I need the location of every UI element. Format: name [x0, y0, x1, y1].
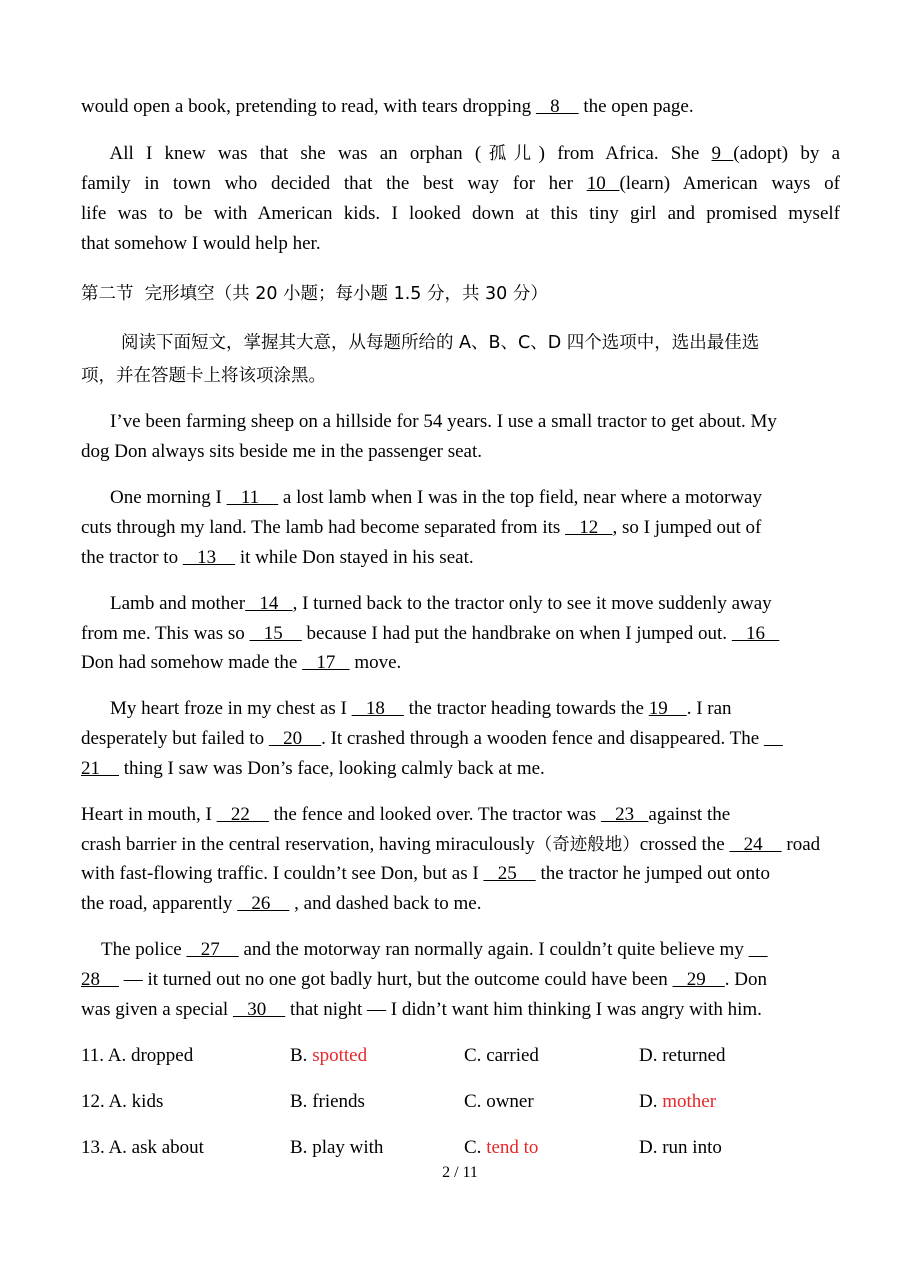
blank-16: 16 [731, 623, 780, 644]
text: . It crashed through a wooden fence and disappeared. The [321, 728, 764, 749]
option-b [290, 1090, 365, 1114]
text: it while Don stayed in his seat. [235, 547, 474, 568]
text: crash barrier in the central reservation, having miraculously [81, 834, 535, 855]
option-a: 11. A. dropped [81, 1045, 194, 1066]
cloze-line [81, 516, 761, 540]
option-c [464, 1136, 538, 1160]
text: The police [101, 939, 187, 960]
option-text: run into [662, 1137, 722, 1158]
cloze-line [81, 998, 762, 1022]
cjk-gloss: 孤儿 [481, 144, 539, 164]
option-text: owner [486, 1091, 534, 1112]
blank-28-start [749, 939, 768, 960]
text: the tractor heading towards the [403, 698, 649, 719]
option-a: 12. A. kids [81, 1091, 164, 1112]
blank-29: 29 [672, 969, 725, 990]
option-letter: C. [464, 1091, 487, 1112]
option-text: friends [312, 1091, 365, 1112]
blank-13: 13 [182, 547, 236, 568]
text: the open page. [578, 96, 694, 117]
blank-28: 28 [81, 969, 119, 990]
option-letter: D. [639, 1045, 663, 1066]
passage-line [81, 142, 840, 166]
cloze-line [110, 697, 732, 721]
option-letter: D. [639, 1137, 663, 1158]
text: move. [349, 652, 402, 673]
text: crossed the [639, 834, 730, 855]
cloze-line [81, 833, 820, 857]
blank-17: 17 [302, 652, 350, 673]
option-letter: B. [290, 1091, 313, 1112]
text: One morning I [110, 487, 227, 508]
correct-answer: tend to [486, 1137, 539, 1158]
cloze-line [81, 892, 481, 916]
correct-answer: spotted [312, 1045, 368, 1066]
blank-19: 19 [648, 698, 687, 719]
text: was given a special [81, 999, 233, 1020]
text: cuts through my land. The lamb had become separated from its [81, 517, 566, 538]
blank-30: 30 [232, 999, 286, 1020]
text: , so I jumped out of [612, 517, 762, 538]
blank-18: 18 [351, 698, 404, 719]
text: . Don [724, 969, 767, 990]
text: road [781, 834, 821, 855]
option-text: play with [312, 1137, 384, 1158]
blank-12: 12 [565, 517, 613, 538]
cjk-gloss: （奇迹般地） [534, 835, 640, 855]
blank-23: 23 [600, 804, 649, 825]
text: the tractor he jumped out onto [535, 863, 770, 884]
blank-25: 25 [483, 863, 536, 884]
blank-11: 11 [226, 487, 279, 508]
option-c [464, 1044, 539, 1068]
option-letter: B. [290, 1137, 313, 1158]
cloze-line: I’ve been farming sheep on a hillside for 54 years. I use a small tractor to get about. My [110, 411, 777, 432]
text: (adopt) by a [733, 143, 841, 164]
section-heading: 第二节 完形填空（共 20 小题；每小题 1.5 分，共 30 分） [81, 284, 548, 304]
text: , and dashed back to me. [289, 893, 482, 914]
text: ) from Africa. She [538, 143, 712, 164]
blank-27: 27 [186, 939, 239, 960]
cloze-line [101, 938, 768, 962]
option-letter: D. [639, 1091, 663, 1112]
option-d [639, 1044, 726, 1068]
text: the fence and looked over. The tractor was [268, 804, 601, 825]
text: (learn) American ways of [619, 173, 841, 194]
passage-line: that somehow I would help her. [81, 233, 321, 254]
cloze-line [81, 862, 770, 886]
cloze-line [81, 622, 779, 646]
blank-14: 14 [245, 593, 293, 614]
instruction-line: 项，并在答题卡上将该项涂黑。 [81, 366, 326, 386]
text: Don had somehow made the [81, 652, 303, 673]
option-text: carried [486, 1045, 539, 1066]
text: would open a book, pretending to read, with tears dropping [81, 96, 536, 117]
instruction-line: 阅读下面短文，掌握其大意，从每题所给的 A、B、C、D 四个选项中，选出最佳选 [121, 333, 760, 353]
cloze-line [81, 968, 767, 992]
text: a lost lamb when I was in the top field, near where a motorway [278, 487, 762, 508]
text: with fast-flowing traffic. I couldn’t see Don, but as I [81, 863, 484, 884]
cloze-line [110, 592, 772, 616]
blank-8: 8 [535, 96, 579, 117]
cloze-line [81, 651, 401, 675]
passage-line [81, 95, 694, 119]
passage-line: life was to be with American kids. I looked down at this tiny girl and promised myself [81, 203, 840, 224]
text: Lamb and mother [110, 593, 246, 614]
option-letter: B. [290, 1045, 313, 1066]
option-d [639, 1090, 716, 1114]
text: My heart froze in my chest as I [110, 698, 352, 719]
text: desperately but failed to [81, 728, 269, 749]
option-d [639, 1136, 722, 1160]
text: because I had put the handbrake on when I jumped out. [301, 623, 732, 644]
blank-21-start [764, 728, 783, 749]
text: All I knew was that she was an orphan ( [109, 143, 482, 164]
cloze-line [81, 727, 783, 751]
cloze-line: dog Don always sits beside me in the passenger seat. [81, 441, 483, 462]
option-a: 13. A. ask about [81, 1137, 204, 1158]
text: thing I saw was Don’s face, looking calmly back at me. [119, 758, 545, 779]
blank-21: 21 [81, 758, 119, 779]
cloze-line [81, 546, 474, 570]
cloze-line [81, 803, 730, 827]
text: from me. This was so [81, 623, 250, 644]
blank-9: 9 [711, 143, 734, 164]
text: the tractor to [81, 547, 183, 568]
text: and the motorway ran normally again. I couldn’t quite believe my [238, 939, 749, 960]
option-b [290, 1044, 367, 1068]
text: . I ran [686, 698, 732, 719]
option-letter: C. [464, 1045, 487, 1066]
blank-10: 10 [586, 173, 620, 194]
text: Heart in mouth, I [81, 804, 217, 825]
text: that night — I didn’t want him thinking I was angry with him. [285, 999, 762, 1020]
blank-24: 24 [729, 834, 782, 855]
text: — it turned out no one got badly hurt, but the outcome could have been [119, 969, 673, 990]
option-text: returned [662, 1045, 726, 1066]
cloze-line [110, 486, 762, 510]
text: the road, apparently [81, 893, 238, 914]
blank-15: 15 [249, 623, 302, 644]
text: against the [648, 804, 731, 825]
option-letter: C. [464, 1137, 487, 1158]
blank-26: 26 [237, 893, 290, 914]
correct-answer: mother [662, 1091, 717, 1112]
option-b [290, 1136, 383, 1160]
text: , I turned back to the tractor only to see it move suddenly away [292, 593, 772, 614]
cloze-line [81, 757, 545, 781]
option-c [464, 1090, 534, 1114]
page-number: 2 / 11 [442, 1164, 478, 1181]
text: family in town who decided that the best way for her [81, 173, 587, 194]
blank-20: 20 [268, 728, 322, 749]
passage-line [81, 172, 840, 196]
blank-22: 22 [216, 804, 269, 825]
